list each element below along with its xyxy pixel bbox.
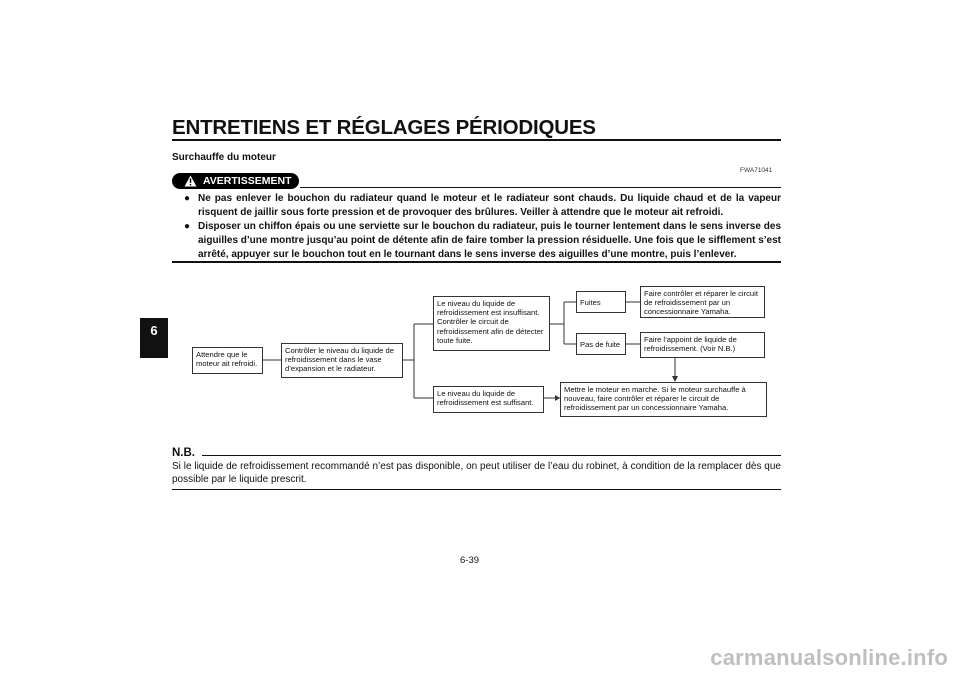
chapter-tab: 6 — [140, 318, 168, 358]
bullet-icon: ● — [184, 193, 191, 204]
warning-text: Ne pas enlever le bouchon du radiateur quand le moteur et le radiateur sont chauds. Du liquide chaud et de la vapeur risquent de jaillir sous forte pression et de provoquer des brûlures. Veiller à attendre que le moteur ait refroidi. — [198, 193, 781, 218]
flow-step-leaks: Fuites — [576, 291, 626, 313]
flow-step-wait: Attendre que le moteur ait refroidi. — [192, 347, 263, 374]
watermark: carmanualsonline.info — [710, 645, 948, 670]
flow-step-repair: Faire contrôler et réparer le circuit de refroidissement par un concessionnaire Yamaha. — [640, 286, 765, 318]
note-label: N.B. — [172, 447, 195, 459]
bullet-icon: ● — [184, 221, 191, 232]
flow-step-no-leak: Pas de fuite — [576, 333, 626, 355]
flow-step-top-up: Faire l’appoint de liquide de refroidissement. (Voir N.B.) — [640, 332, 765, 358]
note-rule — [202, 455, 781, 456]
section-title: Surchauffe du moteur — [172, 152, 276, 163]
page-title: ENTRETIENS ET RÉGLAGES PÉRIODIQUES — [172, 116, 596, 139]
reference-code: FWA71041 — [740, 167, 773, 174]
note-end-rule — [172, 489, 781, 490]
flow-step-restart: Mettre le moteur en marche. Si le moteur surchauffe à nouveau, faire contrôler et réparer le circuit de refroidissement par un concessionnaire Yamaha. — [560, 382, 767, 417]
flow-step-level-low: Le niveau du liquide de refroidissement est insuffisant. Contrôler le circuit de refroidissement afin de détecter toute fuite. — [433, 296, 550, 351]
flow-step-check-level: Contrôler le niveau du liquide de refroidissement dans le vase d’expansion et le radiateur. — [281, 343, 403, 378]
warning-label: AVERTISSEMENT — [203, 175, 292, 187]
flow-step-level-ok: Le niveau du liquide de refroidissement est suffisant. — [433, 386, 544, 413]
page-number: 6-39 — [460, 555, 480, 566]
note-text: Si le liquide de refroidissement recommandé n’est pas disponible, on peut utiliser de l’eau du robinet, à condition de la remplacer dès que possible par le liquide prescrit. — [172, 461, 781, 485]
warning-text: Disposer un chiffon épais ou une serviette sur le bouchon du radiateur, puis le tourner lentement dans le sens inverse des aiguilles d’une montre jusqu’au point de détente afin de faire tomber la pression résiduelle. Une fois que le sifflement s’est arrêté, appuyer sur le bouchon tout en le tournant dans le sens inverse des aiguilles d’une montre, puis l’enlever. — [198, 221, 781, 260]
